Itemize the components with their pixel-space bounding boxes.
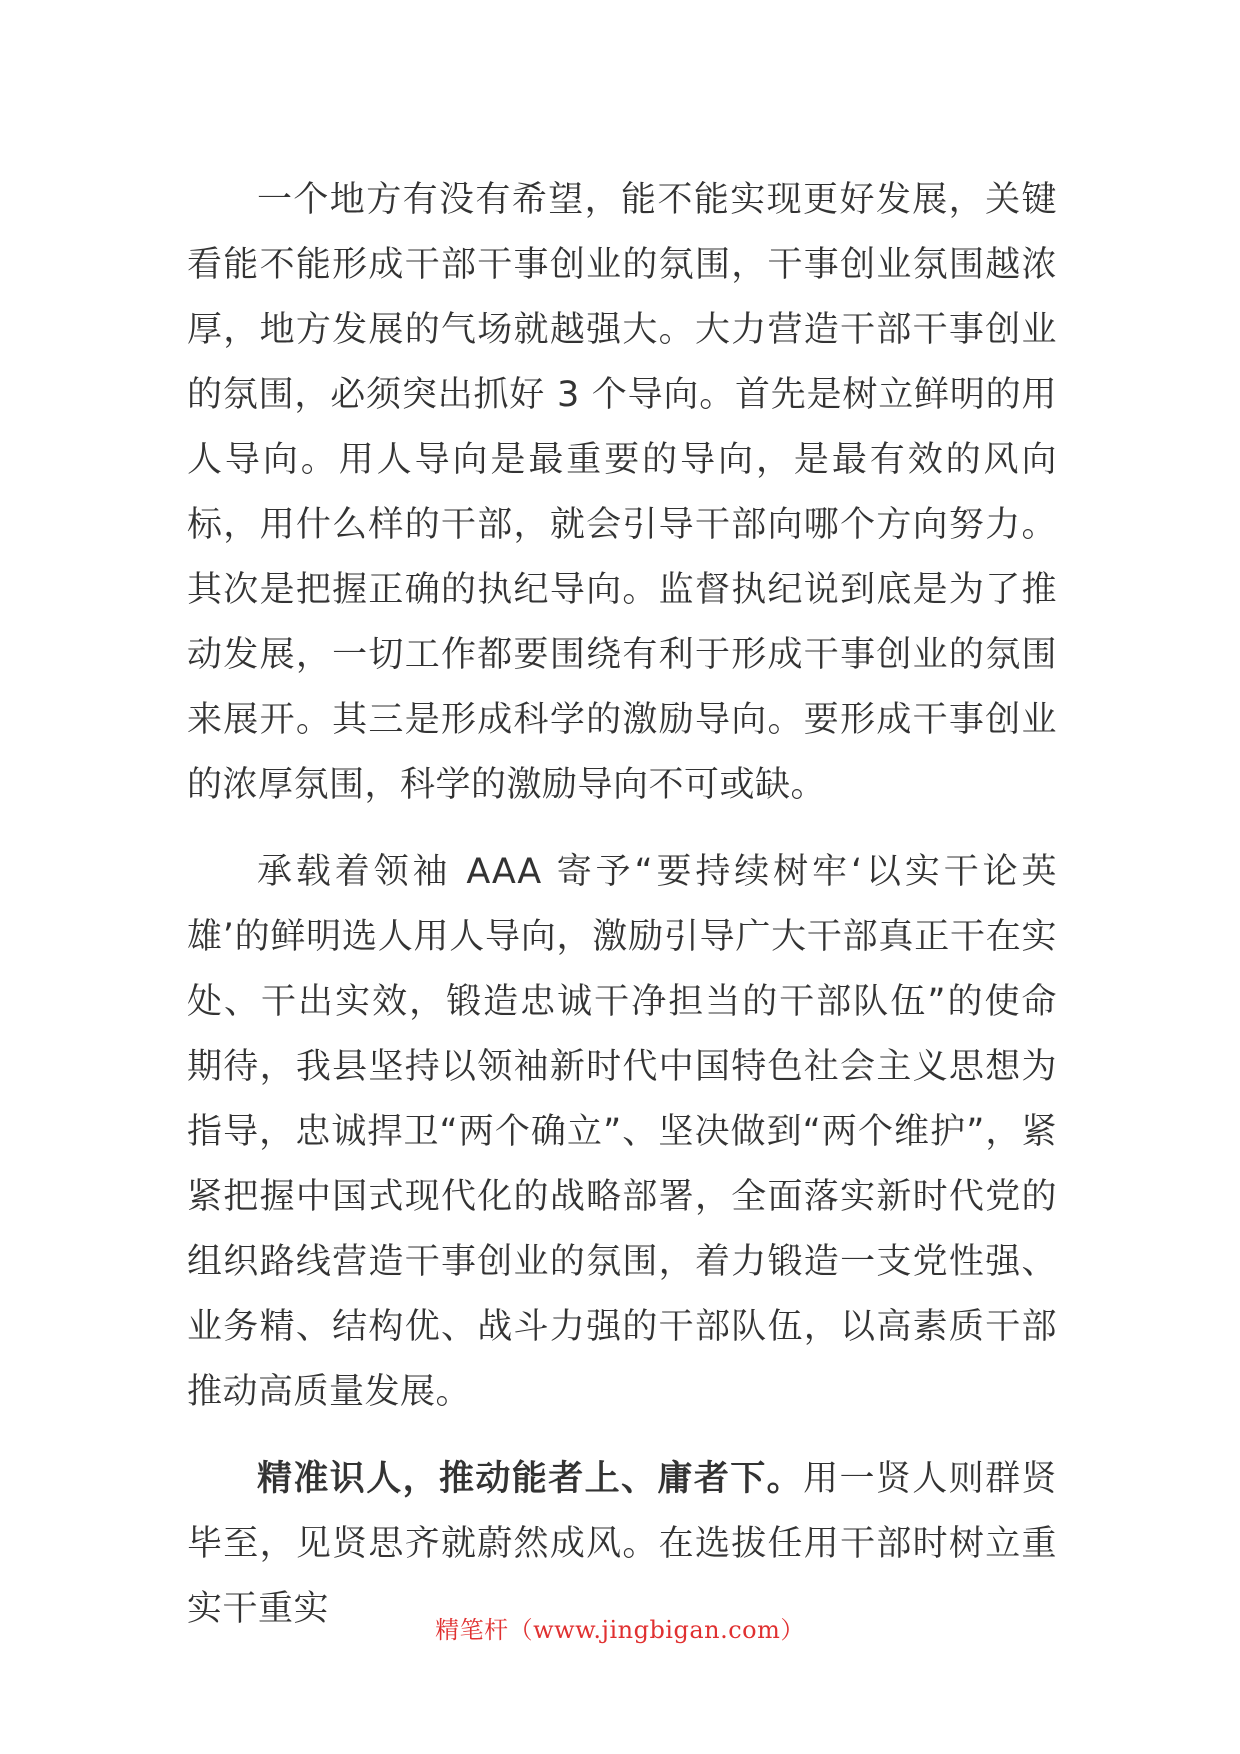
paragraph-2 — [187, 840, 1057, 1425]
footer-watermark: 精笔杆（www.jingbigan.com） — [435, 1616, 805, 1644]
paragraph-1 — [187, 168, 1057, 818]
paragraph-1-text: 一个地方有没有希望，能不能实现更好发展，关键看能不能形成干部干事创业的氛围，干事创业氛围越浓厚，地方发展的气场就越强大。大力营造干部干事创业的氛围，必须突出抓好 3 个导向。首先是树立鲜明的用人导向。用人导向是最重要的导向，是最有效的风向标，用什么样的干部，就会引导干部向哪个方向努力。其次是把握正确的执纪导向。监督执纪说到底是为了推动发展，一切工作都要围绕有利于形成干事创业的氛围来展开。其三是形成科学的激励导向。要形成干事创业的浓厚氛围，科学的激励导向不可或缺。 — [187, 180, 1057, 805]
paragraph-3-text: 用一贤人则群贤毕至，见贤思齐就蔚然成风。在选拔任用干部时树立重实干重实 — [187, 1459, 1057, 1629]
paragraph-3-lead: 精准识人，推动能者上、庸者下。 — [257, 1459, 804, 1499]
document-body — [187, 168, 1057, 1642]
paragraph-2-text: 承载着领袖 AAA 寄予“要持续树牢‘以实干论英雄’的鲜明选人用人导向，激励引导广大干部真正干在实处、干出实效，锻造忠诚干净担当的干部队伍”的使命期待，我县坚持以领袖新时代中国特色社会主义思想为指导，忠诚捍卫“两个确立”、坚决做到“两个维护”，紧紧把握中国式现代化的战略部署，全面落实新时代党的组织路线营造干事创业的氛围，着力锻造一支党性强、业务精、结构优、战斗力强的干部队伍，以高素质干部推动高质量发展。 — [187, 852, 1057, 1412]
